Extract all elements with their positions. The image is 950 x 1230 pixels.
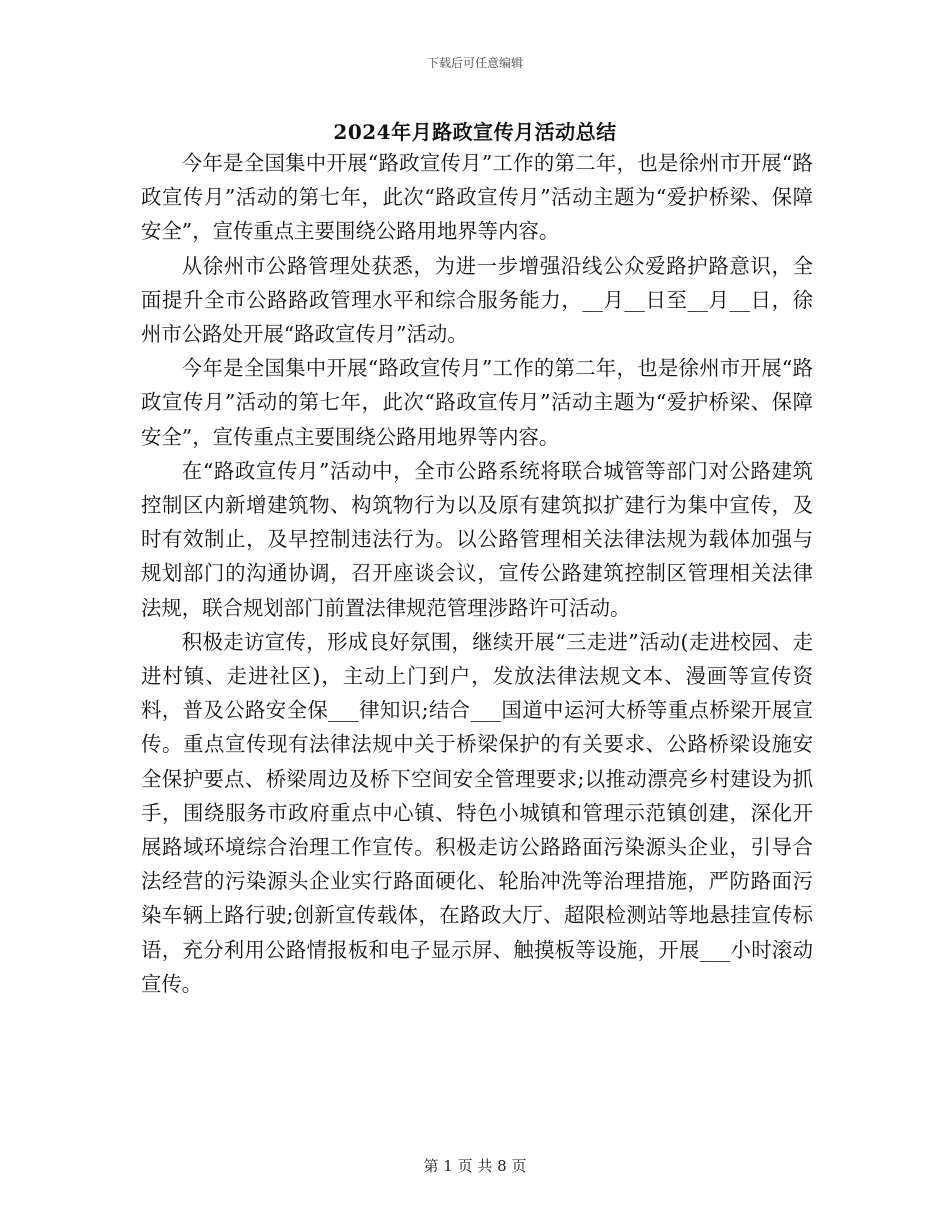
header-note: 下载后可任意编辑 [426, 56, 523, 70]
paragraph: 在“路政宣传月”活动中，全市公路系统将联合城管等部门对公路建筑控制区内新增建筑物、构筑物行为以及原有建筑拟扩建行为集中宣传，及时有效制止，及早控制违法行为。以公路管理相关法律法规为载体加强与规划部门的沟通协调，召开座谈会议，宣传公路建筑控制区管理相关法律法规，联合规划部门前置法律规范管理涉路许可活动。 [141, 458, 813, 620]
paragraph: 从徐州市公路管理处获悉，为进一步增强沿线公众爱路护路意识，全面提升全市公路路政管理水平和综合服务能力，__月__日至__月__日，徐州市公路处开展“路政宣传月”活动。 [141, 253, 813, 347]
document-body [141, 146, 813, 1001]
paragraph: 积极走访宣传，形成良好氛围，继续开展“三走进”活动(走进校园、走进村镇、走进社区)，主动上门到户，发放法律法规文本、漫画等宣传资料，普及公路安全保___律知识;结合___国道中运河大桥等重点桥梁开展宣传。重点宣传现有法律法规中关于桥梁保护的有关要求、公路桥梁设施安全保护要点、桥梁周边及桥下空间安全管理要求;以推动漂亮乡村建设为抓手，围绕服务市政府重点中心镇、特色小城镇和管理示范镇创建，深化开展路域环境综合治理工作宣传。积极走访公路路面污染源头企业，引导合法经营的污染源头企业实行路面硬化、轮胎冲洗等治理措施，严防路面污染车辆上路行驶;创新宣传载体，在路政大厅、超限检测站等地悬挂宣传标语，充分利用公路情报板和电子显示屏、触摸板等设施，开展___小时滚动宣传。 [141, 629, 813, 996]
paragraph: 今年是全国集中开展“路政宣传月”工作的第二年，也是徐州市开展“路政宣传月”活动的第七年，此次“路政宣传月”活动主题为“爱护桥梁、保障安全”，宣传重点主要围绕公路用地界等内容。 [141, 151, 813, 244]
document-title: 2024年月路政宣传月活动总结 [333, 120, 617, 144]
paragraph: 今年是全国集中开展“路政宣传月”工作的第二年，也是徐州市开展“路政宣传月”活动的第七年，此次“路政宣传月”活动主题为“爱护桥梁、保障安全”，宣传重点主要围绕公路用地界等内容。 [141, 356, 813, 449]
page-number: 第 1 页 共 8 页 [423, 1157, 527, 1175]
